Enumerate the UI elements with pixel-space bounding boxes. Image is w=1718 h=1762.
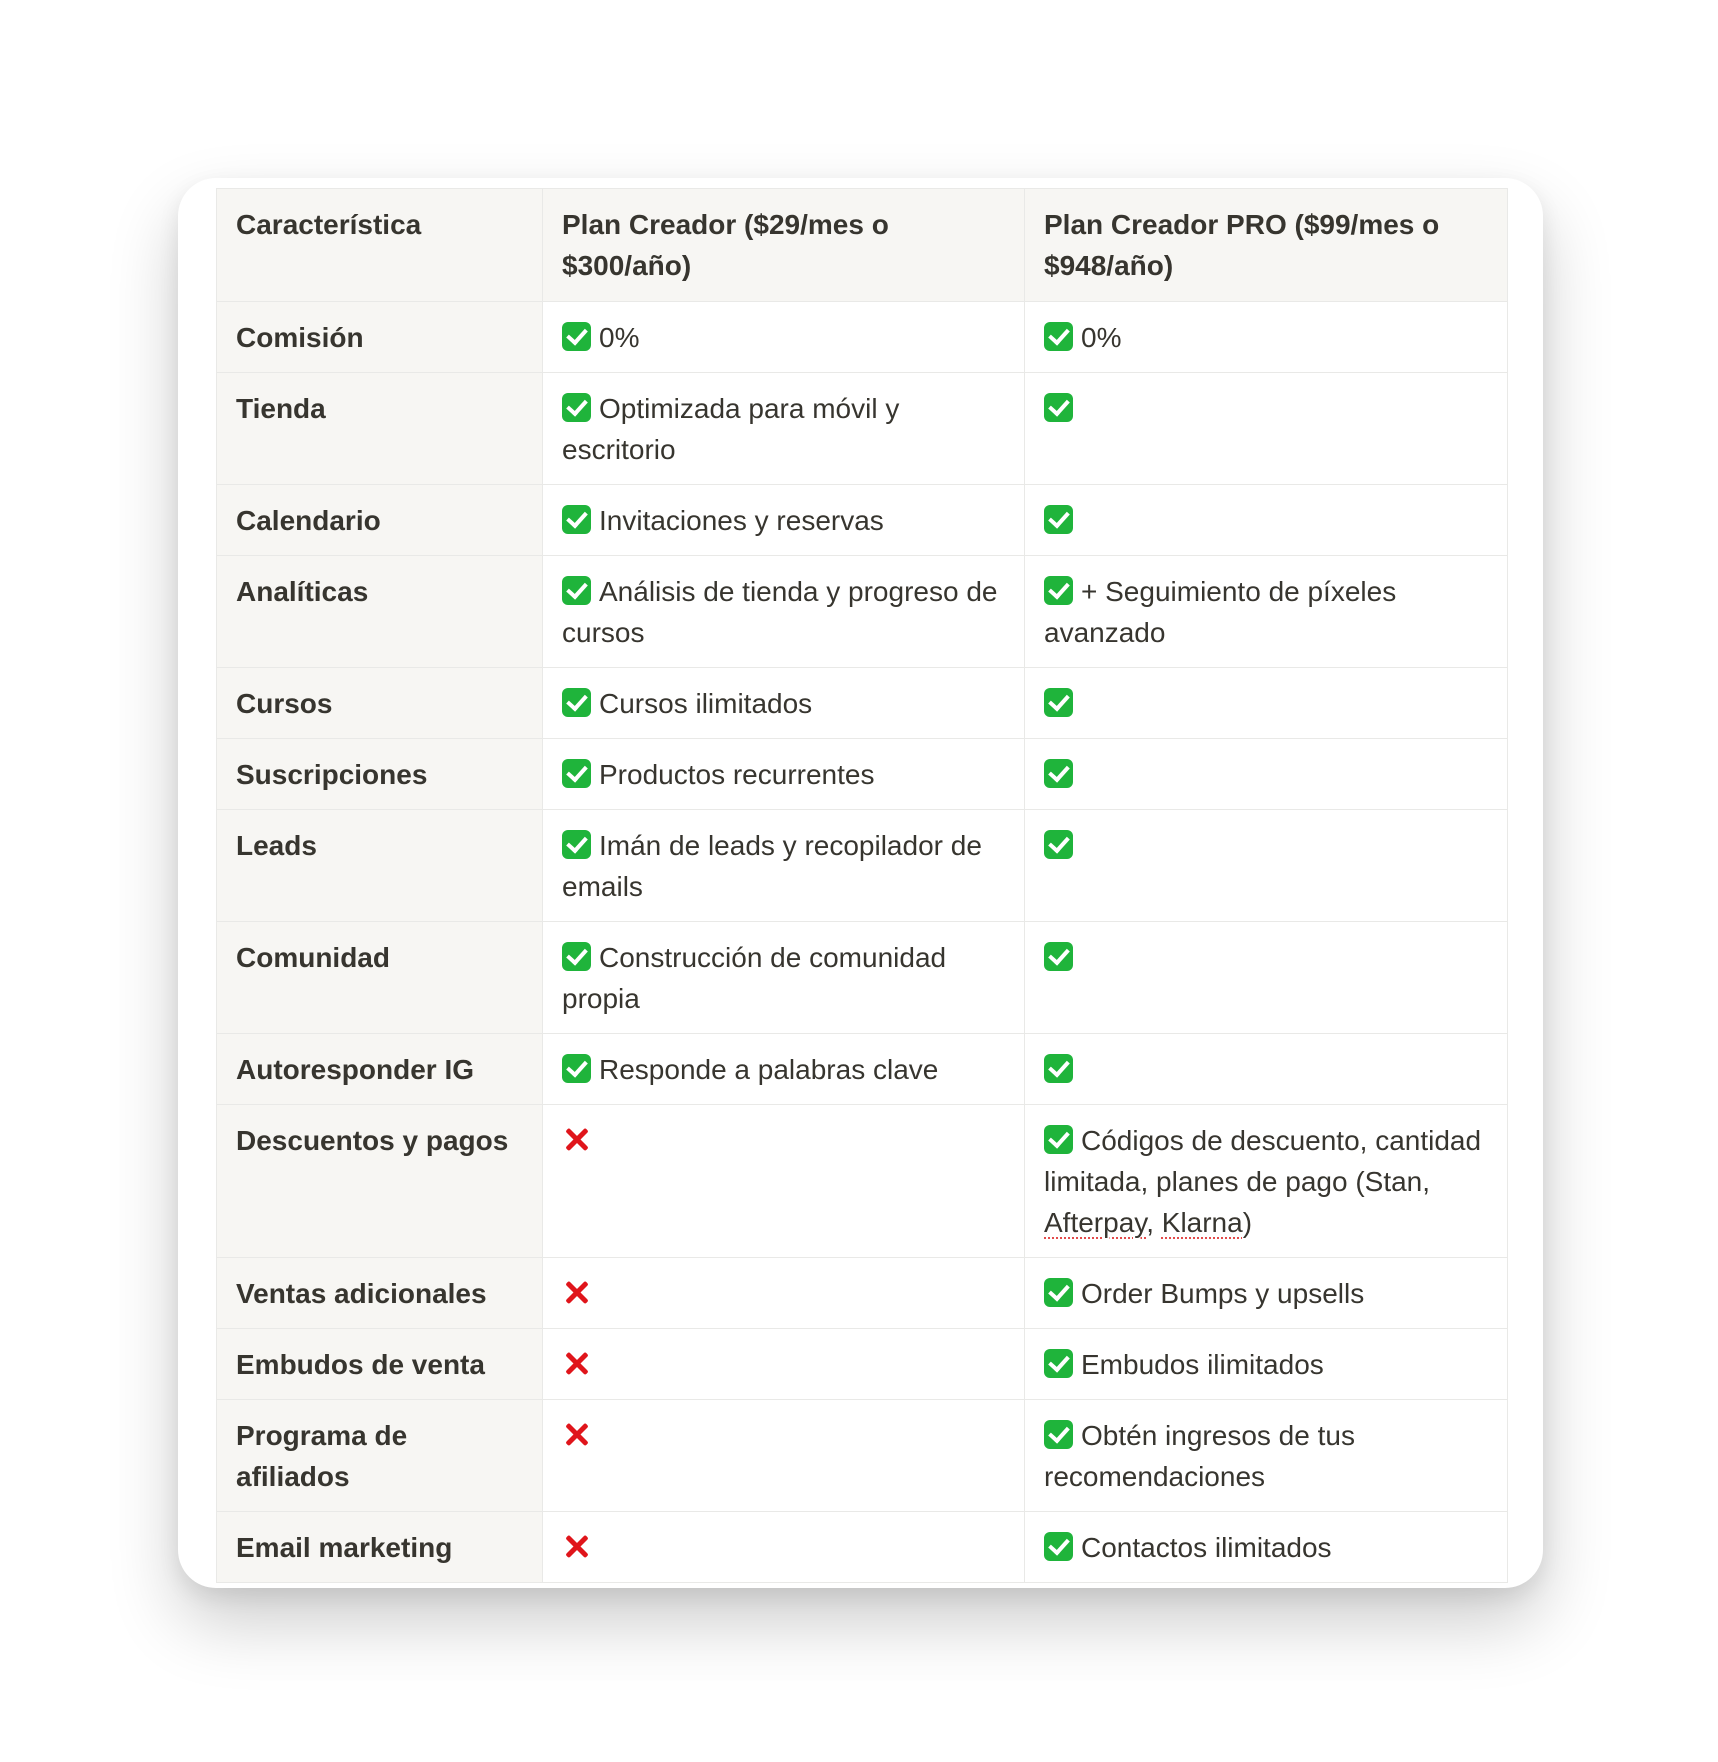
cross-mark-icon <box>562 1349 591 1378</box>
white-check-mark-icon <box>1044 1349 1073 1378</box>
header-row <box>217 189 1508 302</box>
table-row <box>217 739 1508 810</box>
plan-creador-cell <box>543 1034 1025 1105</box>
plan-creador-cell <box>543 373 1025 485</box>
cell-text: Embudos ilimitados <box>1081 1349 1324 1380</box>
table-row <box>217 1329 1508 1400</box>
plan-creador-cell <box>543 1329 1025 1400</box>
white-check-mark-icon <box>1044 1532 1073 1561</box>
cross-mark-icon <box>562 1420 591 1449</box>
feature-cell: Ventas adicionales <box>217 1258 543 1329</box>
table-row <box>217 1512 1508 1583</box>
table-row <box>217 1105 1508 1258</box>
feature-cell: Cursos <box>217 668 543 739</box>
white-check-mark-icon <box>1044 942 1073 971</box>
comparison-card <box>178 178 1543 1588</box>
cell-text: Invitaciones y reservas <box>599 505 884 536</box>
table-row <box>217 1400 1508 1512</box>
white-check-mark-icon <box>1044 393 1073 422</box>
plan-creador-cell <box>543 1400 1025 1512</box>
plan-pro-cell <box>1025 1400 1508 1512</box>
feature-cell: Programa de afiliados <box>217 1400 543 1512</box>
cell-text: Análisis de tienda y progreso de cursos <box>562 576 998 648</box>
cell-text: Cursos ilimitados <box>599 688 813 719</box>
white-check-mark-icon <box>562 942 591 971</box>
plan-pro-cell <box>1025 1512 1508 1583</box>
cell-text: Códigos de descuento, cantidad limitada, planes de pago (Stan, Afterpay, Klarna) <box>1044 1125 1482 1238</box>
white-check-mark-icon <box>1044 1420 1073 1449</box>
cell-text: Optimizada para móvil y escritorio <box>562 393 900 465</box>
table-body <box>217 302 1508 1583</box>
table-row <box>217 556 1508 668</box>
cell-text: Order Bumps y upsells <box>1081 1278 1365 1309</box>
table-row <box>217 1034 1508 1105</box>
white-check-mark-icon <box>1044 688 1073 717</box>
spellcheck-word: Afterpay <box>1044 1207 1147 1238</box>
feature-cell: Calendario <box>217 485 543 556</box>
white-check-mark-icon <box>1044 759 1073 788</box>
plan-pro-cell <box>1025 373 1508 485</box>
plan-pro-cell <box>1025 556 1508 668</box>
plan-creador-cell <box>543 1258 1025 1329</box>
plan-creador-cell <box>543 485 1025 556</box>
white-check-mark-icon <box>1044 576 1073 605</box>
plan-pro-cell <box>1025 1034 1508 1105</box>
table-row <box>217 302 1508 373</box>
white-check-mark-icon <box>1044 1125 1073 1154</box>
plan-pro-cell <box>1025 668 1508 739</box>
table-row <box>217 373 1508 485</box>
header-plan-creador-pro: Plan Creador PRO ($99/mes o $948/año) <box>1025 189 1508 302</box>
cell-text: 0% <box>599 322 640 353</box>
white-check-mark-icon <box>562 830 591 859</box>
spellcheck-word: Klarna <box>1161 1207 1243 1238</box>
cell-text: Responde a palabras clave <box>599 1054 939 1085</box>
feature-cell: Suscripciones <box>217 739 543 810</box>
plan-creador-cell <box>543 302 1025 373</box>
cell-text: Productos recurrentes <box>599 759 875 790</box>
plan-creador-cell <box>543 810 1025 922</box>
plan-pro-cell <box>1025 1258 1508 1329</box>
cell-text: Obtén ingresos de tus recomendaciones <box>1044 1420 1355 1492</box>
feature-cell: Comunidad <box>217 922 543 1034</box>
cell-text: + Seguimiento de píxeles avanzado <box>1044 576 1397 648</box>
feature-cell: Descuentos y pagos <box>217 1105 543 1258</box>
white-check-mark-icon <box>562 576 591 605</box>
white-check-mark-icon <box>1044 505 1073 534</box>
cross-mark-icon <box>562 1532 591 1561</box>
table-row <box>217 922 1508 1034</box>
plan-creador-cell <box>543 556 1025 668</box>
plan-pro-cell <box>1025 739 1508 810</box>
white-check-mark-icon <box>1044 1054 1073 1083</box>
plan-pro-cell <box>1025 1105 1508 1258</box>
plan-creador-cell <box>543 922 1025 1034</box>
plan-pro-cell <box>1025 485 1508 556</box>
cell-text: Construcción de comunidad propia <box>562 942 947 1014</box>
plan-comparison-table <box>216 188 1508 1583</box>
cross-mark-icon <box>562 1125 591 1154</box>
plan-pro-cell <box>1025 302 1508 373</box>
white-check-mark-icon <box>562 322 591 351</box>
plan-creador-cell <box>543 739 1025 810</box>
white-check-mark-icon <box>562 759 591 788</box>
table-row <box>217 1258 1508 1329</box>
plan-pro-cell <box>1025 810 1508 922</box>
feature-cell: Email marketing <box>217 1512 543 1583</box>
white-check-mark-icon <box>1044 322 1073 351</box>
cell-text: Contactos ilimitados <box>1081 1532 1332 1563</box>
plan-creador-cell <box>543 1105 1025 1258</box>
table-row <box>217 485 1508 556</box>
white-check-mark-icon <box>1044 1278 1073 1307</box>
white-check-mark-icon <box>562 688 591 717</box>
feature-cell: Embudos de venta <box>217 1329 543 1400</box>
white-check-mark-icon <box>562 393 591 422</box>
table-row <box>217 668 1508 739</box>
white-check-mark-icon <box>562 505 591 534</box>
feature-cell: Comisión <box>217 302 543 373</box>
white-check-mark-icon <box>1044 830 1073 859</box>
feature-cell: Autoresponder IG <box>217 1034 543 1105</box>
cross-mark-icon <box>562 1278 591 1307</box>
feature-cell: Tienda <box>217 373 543 485</box>
plan-creador-cell <box>543 1512 1025 1583</box>
feature-cell: Leads <box>217 810 543 922</box>
plan-pro-cell <box>1025 1329 1508 1400</box>
plan-pro-cell <box>1025 922 1508 1034</box>
table-row <box>217 810 1508 922</box>
header-feature: Característica <box>217 189 543 302</box>
plan-creador-cell <box>543 668 1025 739</box>
header-plan-creador: Plan Creador ($29/mes o $300/año) <box>543 189 1025 302</box>
cell-text: 0% <box>1081 322 1122 353</box>
white-check-mark-icon <box>562 1054 591 1083</box>
cell-text: Imán de leads y recopilador de emails <box>562 830 982 902</box>
feature-cell: Analíticas <box>217 556 543 668</box>
